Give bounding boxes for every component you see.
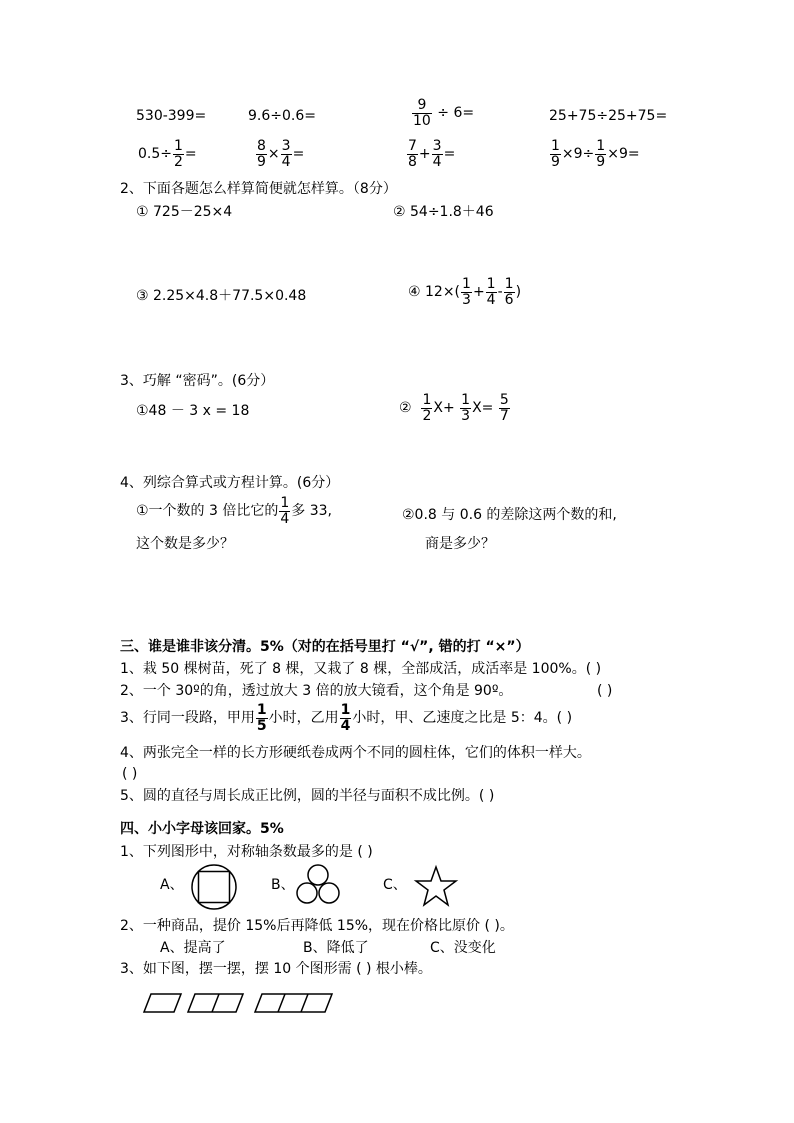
q4-problem-2: ②0.8 与 0.6 的差除这两个数的和, <box>402 507 617 523</box>
sec3-item-4-paren: ( ) <box>122 766 138 782</box>
q2-option-b: B、降低了 <box>303 940 369 956</box>
option-b-label: B、 <box>271 877 295 893</box>
circle-square-figure-icon <box>190 863 238 911</box>
q2-problem-3: ③ 2.25×4.8＋77.5×0.48 <box>136 288 307 304</box>
section-3-title: 三、谁是谁非该分清。5%（对的在括号里打 “√”, 错的打 “×”） <box>120 639 530 655</box>
three-circles-figure-icon <box>296 864 340 906</box>
calc-expr-2: 9.6÷0.6= <box>248 108 316 124</box>
sec3-item-2-paren: ( ) <box>597 683 613 699</box>
q2-option-c: C、没变化 <box>430 940 496 956</box>
q2-option-a: A、提高了 <box>160 940 226 956</box>
q4-problem-1-line2: 这个数是多少？ <box>136 536 234 552</box>
calc-expr-8: $\frac{1}{9}$ ×9÷ $\frac{1}{9}$ ×9= <box>551 138 640 170</box>
q4-problem-2-line2: 商是多少？ <box>425 536 495 552</box>
calc-expr-5: 0.5÷ $\frac{1}{2}$ = <box>138 138 197 170</box>
parallelogram-1-figure-icon <box>143 993 183 1013</box>
q3-problem-1: ①48 － 3 x = 18 <box>136 403 250 419</box>
calc-expr-6: $\frac{8}{9}$ × $\frac{3}{4}$ = <box>257 138 305 170</box>
sec3-item-5: 5、圆的直径与周长成正比例，圆的半径与面积不成比例。( ) <box>120 788 495 804</box>
sec4-question-2: 2、一种商品，提价 15%后再降低 15%，现在价格比原价 ( )。 <box>120 918 514 934</box>
fraction: $\frac{9}{10}$ <box>413 97 431 129</box>
q4-problem-1: ①一个数的 3 倍比它的 $\frac{1}{4}$ 多 33, <box>136 495 332 527</box>
parallelogram-3-figure-icon <box>254 993 334 1013</box>
q4-title: 4、列综合算式或方程计算。(6分） <box>120 475 340 491</box>
sec3-item-1: 1、栽 50 棵树苗，死了 8 棵，又栽了 8 棵，全部成活，成活率是 100%。( ) <box>120 661 602 677</box>
q2-title: 2、下面各题怎么样算简便就怎样算。（8分） <box>120 181 397 197</box>
star-figure-icon <box>415 866 457 906</box>
section-4-title: 四、小小字母该回家。5% <box>120 821 284 837</box>
q2-problem-4: ④ 12×( $\frac{1}{3}$ + $\frac{1}{4}$ - $\frac{1}{6}$ ) <box>408 276 522 308</box>
sec3-item-2: 2、一个 30º的角，透过放大 3 倍的放大镜看，这个角是 90º。 <box>120 683 513 699</box>
q2-problem-1: ① 725－25×4 <box>136 204 233 220</box>
q2-problem-2: ② 54÷1.8＋46 <box>393 204 494 220</box>
sec3-item-4: 4、两张完全一样的长方形硬纸卷成两个不同的圆柱体，它们的体积一样大。 <box>120 745 591 761</box>
q3-title: 3、巧解 “密码”。(6分） <box>120 373 275 389</box>
sec3-item-3: 3、行同一段路，甲用 $\frac{1}{5}$ 小时，乙用 $\frac{1}{4}$ 小时，甲、乙速度之比是 5：4。( ) <box>120 702 573 734</box>
calc-expr-3: $\frac{9}{10}$ ÷ 6= <box>413 97 475 129</box>
calc-expr-7: $\frac{7}{8}$ + $\frac{3}{4}$ = <box>408 138 456 170</box>
sec4-question-1: 1、下列图形中，对称轴条数最多的是 ( ) <box>120 844 373 860</box>
option-a-label: A、 <box>160 877 184 893</box>
parallelogram-2-figure-icon <box>187 993 245 1013</box>
sec4-question-3: 3、如下图，摆一摆，摆 10 个图形需 ( ) 根小棒。 <box>120 961 432 977</box>
calc-expr-1: 530-399= <box>136 108 207 124</box>
calc-expr-4: 25+75÷25+75= <box>549 108 668 124</box>
q3-problem-2: ② $\frac{1}{2}$ X+ $\frac{1}{3}$ X= $\frac{5}{7}$ <box>399 392 509 424</box>
option-c-label: C、 <box>383 877 407 893</box>
